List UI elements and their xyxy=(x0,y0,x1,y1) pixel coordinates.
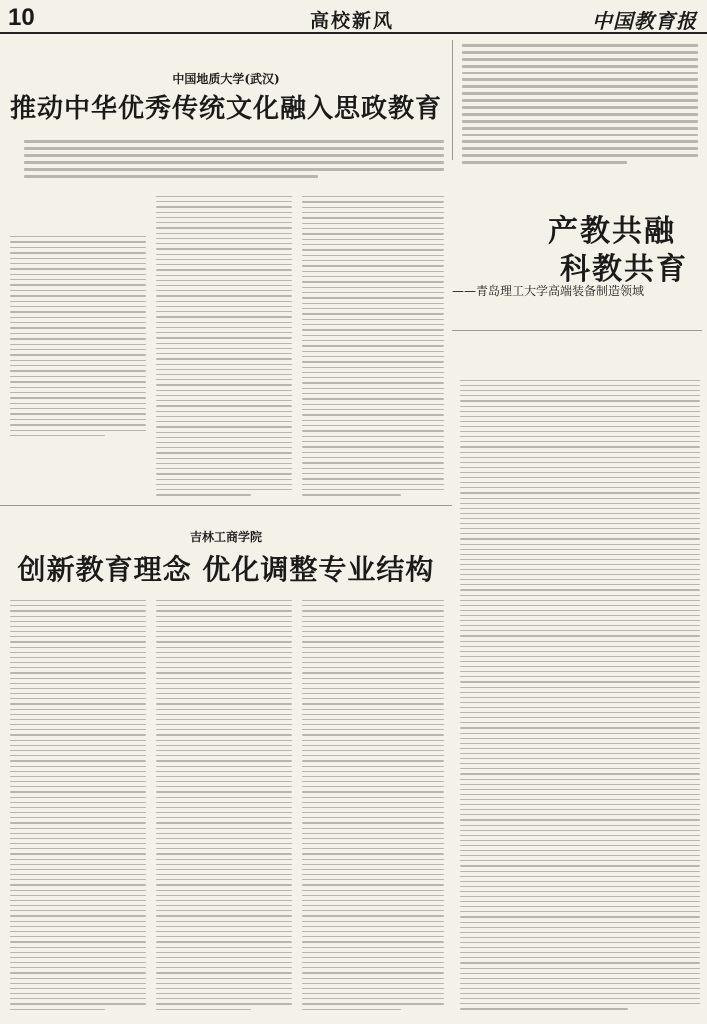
article2-kicker: 吉林工商学院 xyxy=(189,530,262,544)
article-block xyxy=(462,44,698,164)
article1-headline: 推动中华优秀传统文化融入思政教育 xyxy=(9,94,442,124)
article1-kicker: 中国地质大学(武汉) xyxy=(172,72,280,86)
masthead: 中国教育报 xyxy=(592,9,697,33)
article2-col2 xyxy=(156,600,292,1010)
article3-title-line2: 科教共育 xyxy=(560,252,688,287)
article1-col3 xyxy=(302,196,444,496)
article3-subtitle: ——青岛理工大学高端装备制造领域 xyxy=(452,284,645,298)
article2-headline: 创新教育理念 优化调整专业结构 xyxy=(17,553,435,586)
article1-col2 xyxy=(156,196,292,496)
article1-intro xyxy=(24,140,444,182)
divider xyxy=(452,330,702,331)
article3-title-line1: 产教共融 xyxy=(548,214,676,249)
page-number: 10 xyxy=(8,4,35,31)
article1-col1 xyxy=(10,236,146,436)
article2-col1 xyxy=(10,600,146,1010)
divider xyxy=(0,505,452,506)
page-header xyxy=(0,0,707,34)
section-title: 高校新风 xyxy=(310,10,395,32)
article2-col3 xyxy=(302,600,444,1010)
article3-body xyxy=(460,380,700,1010)
column-divider xyxy=(452,40,453,160)
